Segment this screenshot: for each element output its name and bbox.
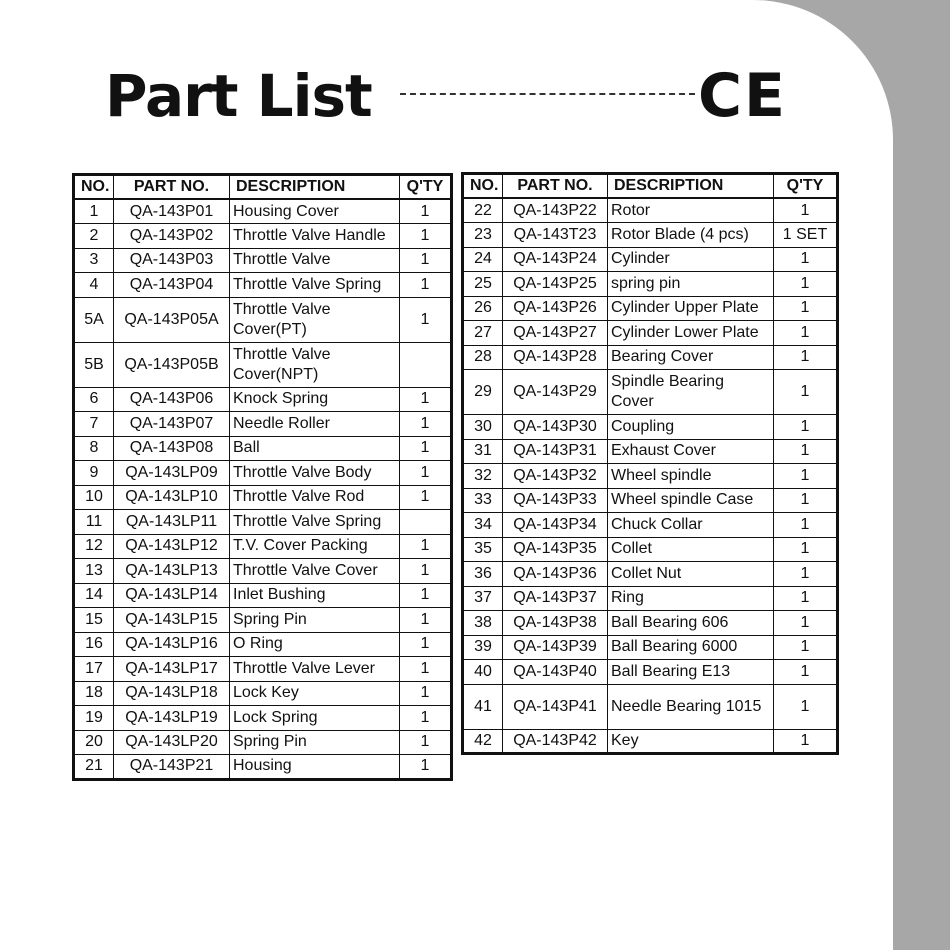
table-row	[74, 534, 452, 559]
quantity-cell: 1	[400, 436, 452, 461]
table-row	[463, 488, 838, 513]
table-row	[463, 247, 838, 272]
part-number-cell: 32	[463, 464, 503, 489]
quantity-cell: 1	[400, 755, 452, 780]
table-row	[74, 273, 452, 298]
quantity-cell: 1	[400, 199, 452, 224]
part-code-cell: QA-143P27	[503, 321, 608, 346]
table-row	[463, 415, 838, 440]
part-number-cell: 40	[463, 660, 503, 685]
description-cell: Rotor Blade (4 pcs)	[608, 223, 774, 248]
table-row	[463, 684, 838, 729]
table-row	[74, 632, 452, 657]
part-number-cell: 23	[463, 223, 503, 248]
table-header-row	[74, 175, 452, 200]
part-number-cell: 15	[74, 608, 114, 633]
quantity-cell: 1	[774, 464, 838, 489]
description-cell: Wheel spindle	[608, 464, 774, 489]
part-code-cell: QA-143LP16	[114, 632, 230, 657]
part-code-cell: QA-143P08	[114, 436, 230, 461]
page-title: Part List	[105, 62, 372, 130]
part-number-cell: 5B	[74, 342, 114, 387]
part-code-cell: QA-143P07	[114, 412, 230, 437]
part-code-cell: QA-143P22	[503, 198, 608, 223]
quantity-cell: 1	[400, 297, 452, 342]
table-row	[463, 611, 838, 636]
quantity-cell: 1	[774, 321, 838, 346]
header-qty: Q'TY	[774, 174, 838, 199]
part-number-cell: 7	[74, 412, 114, 437]
table-row	[74, 224, 452, 249]
quantity-cell: 1	[400, 387, 452, 412]
quantity-cell: 1	[774, 247, 838, 272]
description-cell: Housing	[230, 755, 400, 780]
quantity-cell	[400, 342, 452, 387]
table-row	[463, 345, 838, 370]
quantity-cell: 1	[400, 248, 452, 273]
part-number-cell: 5A	[74, 297, 114, 342]
part-number-cell: 16	[74, 632, 114, 657]
table-row	[74, 608, 452, 633]
quantity-cell: 1	[774, 345, 838, 370]
quantity-cell: 1 SET	[774, 223, 838, 248]
quantity-cell: 1	[774, 729, 838, 754]
part-code-cell: QA-143P32	[503, 464, 608, 489]
description-cell: Cylinder Upper Plate	[608, 296, 774, 321]
quantity-cell: 1	[774, 415, 838, 440]
part-code-cell: QA-143LP17	[114, 657, 230, 682]
part-code-cell: QA-143P41	[503, 684, 608, 729]
part-number-cell: 26	[463, 296, 503, 321]
part-number-cell: 42	[463, 729, 503, 754]
part-code-cell: QA-143LP09	[114, 461, 230, 486]
part-number-cell: 11	[74, 510, 114, 535]
description-cell: Spring Pin	[230, 608, 400, 633]
description-cell: Spindle Bearing Cover	[608, 370, 774, 415]
table-row	[74, 583, 452, 608]
quantity-cell: 1	[774, 513, 838, 538]
quantity-cell: 1	[774, 586, 838, 611]
description-cell: Inlet Bushing	[230, 583, 400, 608]
description-cell: Ball Bearing 6000	[608, 635, 774, 660]
table-row	[463, 223, 838, 248]
part-number-cell: 30	[463, 415, 503, 440]
table-row	[463, 513, 838, 538]
part-number-cell: 2	[74, 224, 114, 249]
table-row	[463, 464, 838, 489]
parts-table-right	[461, 172, 839, 755]
quantity-cell: 1	[774, 439, 838, 464]
header-part-no: PART NO.	[114, 175, 230, 200]
part-code-cell: QA-143P34	[503, 513, 608, 538]
table-row	[74, 730, 452, 755]
part-code-cell: QA-143LP12	[114, 534, 230, 559]
table-row	[463, 729, 838, 754]
table-row	[463, 660, 838, 685]
description-cell: Throttle Valve Cover(NPT)	[230, 342, 400, 387]
quantity-cell	[400, 510, 452, 535]
table-row	[463, 537, 838, 562]
part-number-cell: 10	[74, 485, 114, 510]
part-code-cell: QA-143P04	[114, 273, 230, 298]
description-cell: Bearing Cover	[608, 345, 774, 370]
part-number-cell: 29	[463, 370, 503, 415]
header-description: DESCRIPTION	[230, 175, 400, 200]
description-cell: Spring Pin	[230, 730, 400, 755]
part-code-cell: QA-143LP15	[114, 608, 230, 633]
description-cell: Lock Key	[230, 681, 400, 706]
table-row	[74, 248, 452, 273]
table-row	[74, 485, 452, 510]
quantity-cell: 1	[774, 660, 838, 685]
quantity-cell: 1	[400, 461, 452, 486]
part-code-cell: QA-143P24	[503, 247, 608, 272]
dashed-divider	[400, 93, 695, 95]
part-code-cell: QA-143P31	[503, 439, 608, 464]
part-number-cell: 31	[463, 439, 503, 464]
ce-mark: CE	[698, 61, 788, 131]
part-number-cell: 22	[463, 198, 503, 223]
table-row	[74, 681, 452, 706]
table-row	[74, 297, 452, 342]
quantity-cell: 1	[774, 562, 838, 587]
table-row	[74, 342, 452, 387]
description-cell: Ring	[608, 586, 774, 611]
description-cell: Housing Cover	[230, 199, 400, 224]
part-number-cell: 38	[463, 611, 503, 636]
quantity-cell: 1	[774, 370, 838, 415]
part-number-cell: 24	[463, 247, 503, 272]
part-code-cell: QA-143P06	[114, 387, 230, 412]
table-row	[74, 559, 452, 584]
part-code-cell: QA-143LP19	[114, 706, 230, 731]
description-cell: Collet	[608, 537, 774, 562]
header-part-no: PART NO.	[503, 174, 608, 199]
table-row	[74, 461, 452, 486]
part-code-cell: QA-143P39	[503, 635, 608, 660]
description-cell: Rotor	[608, 198, 774, 223]
part-code-cell: QA-143P05B	[114, 342, 230, 387]
part-code-cell: QA-143P01	[114, 199, 230, 224]
part-code-cell: QA-143P36	[503, 562, 608, 587]
header-description: DESCRIPTION	[608, 174, 774, 199]
quantity-cell: 1	[774, 488, 838, 513]
table-row	[74, 199, 452, 224]
part-code-cell: QA-143P29	[503, 370, 608, 415]
part-number-cell: 17	[74, 657, 114, 682]
part-number-cell: 36	[463, 562, 503, 587]
quantity-cell: 1	[400, 632, 452, 657]
description-cell: Ball Bearing 606	[608, 611, 774, 636]
description-cell: Throttle Valve Spring	[230, 510, 400, 535]
table-row	[74, 412, 452, 437]
quantity-cell: 1	[400, 681, 452, 706]
part-code-cell: QA-143T23	[503, 223, 608, 248]
quantity-cell: 1	[400, 730, 452, 755]
part-number-cell: 9	[74, 461, 114, 486]
part-code-cell: QA-143P37	[503, 586, 608, 611]
part-code-cell: QA-143P02	[114, 224, 230, 249]
part-number-cell: 28	[463, 345, 503, 370]
part-number-cell: 33	[463, 488, 503, 513]
part-number-cell: 41	[463, 684, 503, 729]
table-row	[463, 562, 838, 587]
description-cell: Knock Spring	[230, 387, 400, 412]
part-number-cell: 14	[74, 583, 114, 608]
part-code-cell: QA-143P03	[114, 248, 230, 273]
description-cell: Throttle Valve Cover	[230, 559, 400, 584]
description-cell: Exhaust Cover	[608, 439, 774, 464]
table-row	[463, 272, 838, 297]
description-cell: Throttle Valve Spring	[230, 273, 400, 298]
part-number-cell: 12	[74, 534, 114, 559]
part-number-cell: 35	[463, 537, 503, 562]
quantity-cell: 1	[400, 485, 452, 510]
description-cell: Throttle Valve Cover(PT)	[230, 297, 400, 342]
quantity-cell: 1	[774, 296, 838, 321]
description-cell: Cylinder	[608, 247, 774, 272]
description-cell: Coupling	[608, 415, 774, 440]
description-cell: Chuck Collar	[608, 513, 774, 538]
part-code-cell: QA-143P26	[503, 296, 608, 321]
part-code-cell: QA-143P05A	[114, 297, 230, 342]
part-code-cell: QA-143LP20	[114, 730, 230, 755]
quantity-cell: 1	[400, 583, 452, 608]
quantity-cell: 1	[774, 611, 838, 636]
part-number-cell: 21	[74, 755, 114, 780]
part-code-cell: QA-143P21	[114, 755, 230, 780]
description-cell: Throttle Valve Rod	[230, 485, 400, 510]
part-number-cell: 19	[74, 706, 114, 731]
description-cell: Cylinder Lower Plate	[608, 321, 774, 346]
description-cell: Needle Roller	[230, 412, 400, 437]
quantity-cell: 1	[774, 198, 838, 223]
quantity-cell: 1	[400, 273, 452, 298]
quantity-cell: 1	[400, 706, 452, 731]
part-code-cell: QA-143LP18	[114, 681, 230, 706]
table-row	[463, 198, 838, 223]
quantity-cell: 1	[774, 537, 838, 562]
description-cell: O Ring	[230, 632, 400, 657]
part-number-cell: 6	[74, 387, 114, 412]
description-cell: Lock Spring	[230, 706, 400, 731]
description-cell: T.V. Cover Packing	[230, 534, 400, 559]
table-row	[463, 586, 838, 611]
quantity-cell: 1	[774, 684, 838, 729]
part-code-cell: QA-143P42	[503, 729, 608, 754]
part-code-cell: QA-143P25	[503, 272, 608, 297]
part-code-cell: QA-143P28	[503, 345, 608, 370]
header-no: NO.	[74, 175, 114, 200]
description-cell: Collet Nut	[608, 562, 774, 587]
part-number-cell: 18	[74, 681, 114, 706]
description-cell: Throttle Valve Body	[230, 461, 400, 486]
part-number-cell: 8	[74, 436, 114, 461]
table-row	[463, 321, 838, 346]
part-number-cell: 39	[463, 635, 503, 660]
table-row	[74, 657, 452, 682]
description-cell: Throttle Valve Lever	[230, 657, 400, 682]
table-row	[74, 755, 452, 780]
table-row	[463, 439, 838, 464]
quantity-cell: 1	[400, 608, 452, 633]
description-cell: Throttle Valve Handle	[230, 224, 400, 249]
quantity-cell: 1	[400, 559, 452, 584]
table-row	[74, 436, 452, 461]
part-number-cell: 20	[74, 730, 114, 755]
description-cell: Ball	[230, 436, 400, 461]
part-number-cell: 1	[74, 199, 114, 224]
description-cell: Key	[608, 729, 774, 754]
header-qty: Q'TY	[400, 175, 452, 200]
part-number-cell: 37	[463, 586, 503, 611]
part-number-cell: 13	[74, 559, 114, 584]
part-code-cell: QA-143P33	[503, 488, 608, 513]
quantity-cell: 1	[400, 224, 452, 249]
part-code-cell: QA-143LP14	[114, 583, 230, 608]
part-code-cell: QA-143P38	[503, 611, 608, 636]
part-number-cell: 25	[463, 272, 503, 297]
quantity-cell: 1	[400, 657, 452, 682]
part-code-cell: QA-143LP11	[114, 510, 230, 535]
table-row	[74, 510, 452, 535]
table-row	[463, 370, 838, 415]
description-cell: Needle Bearing 1015	[608, 684, 774, 729]
quantity-cell: 1	[400, 412, 452, 437]
table-header-row	[463, 174, 838, 199]
part-code-cell: QA-143P30	[503, 415, 608, 440]
part-number-cell: 4	[74, 273, 114, 298]
description-cell: Throttle Valve	[230, 248, 400, 273]
part-code-cell: QA-143LP10	[114, 485, 230, 510]
quantity-cell: 1	[400, 534, 452, 559]
part-code-cell: QA-143P40	[503, 660, 608, 685]
part-number-cell: 34	[463, 513, 503, 538]
table-row	[74, 387, 452, 412]
parts-table-left	[72, 173, 453, 781]
part-number-cell: 27	[463, 321, 503, 346]
description-cell: Wheel spindle Case	[608, 488, 774, 513]
part-code-cell: QA-143P35	[503, 537, 608, 562]
table-row	[463, 635, 838, 660]
part-number-cell: 3	[74, 248, 114, 273]
header-no: NO.	[463, 174, 503, 199]
description-cell: spring pin	[608, 272, 774, 297]
quantity-cell: 1	[774, 635, 838, 660]
part-code-cell: QA-143LP13	[114, 559, 230, 584]
table-row	[463, 296, 838, 321]
description-cell: Ball Bearing E13	[608, 660, 774, 685]
quantity-cell: 1	[774, 272, 838, 297]
table-row	[74, 706, 452, 731]
